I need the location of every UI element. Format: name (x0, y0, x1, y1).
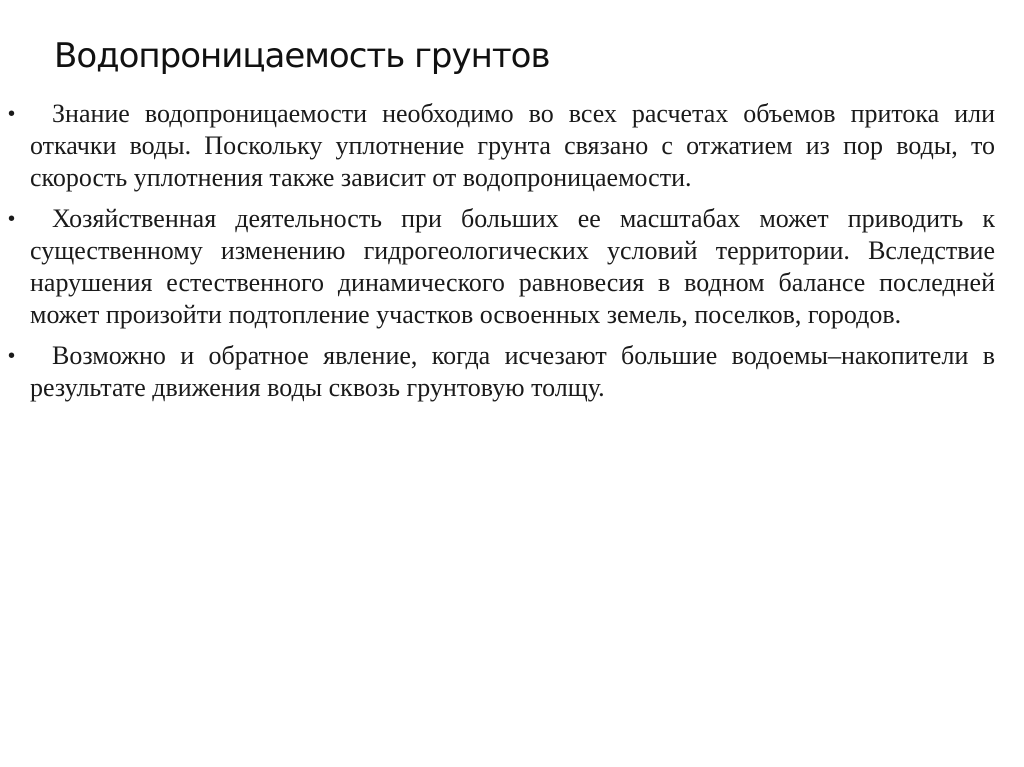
bullet-marker: • (8, 345, 16, 367)
bullet-item (8, 340, 995, 404)
bullet-text: Возможно и обратное явление, когда исчезают большие водоемы–накопители в результате движения воды сквозь грунтовую толщу. (30, 341, 995, 402)
bullet-text: Хозяйственная деятельность при больших ее масштабах может приводить к существенному изменению гидрогеологических условий территории. Вследствие нарушения естественного динамического равновесия в водном балансе последней может произойти подтопление участков освоенных земель, поселков, городов. (30, 204, 995, 329)
bullet-marker: • (8, 103, 16, 125)
bullet-item (8, 98, 995, 194)
bullet-marker: • (8, 208, 16, 230)
bullet-list (8, 98, 995, 413)
slide-title: Водопроницаемость грунтов (54, 36, 550, 76)
bullet-item (8, 203, 995, 331)
bullet-text: Знание водопроницаемости необходимо во всех расчетах объемов притока или откачки воды. Поскольку уплотнение грунта связано с отжатием из пор воды, то скорость уплотнения также зависит от водопроницаемости. (30, 99, 995, 192)
